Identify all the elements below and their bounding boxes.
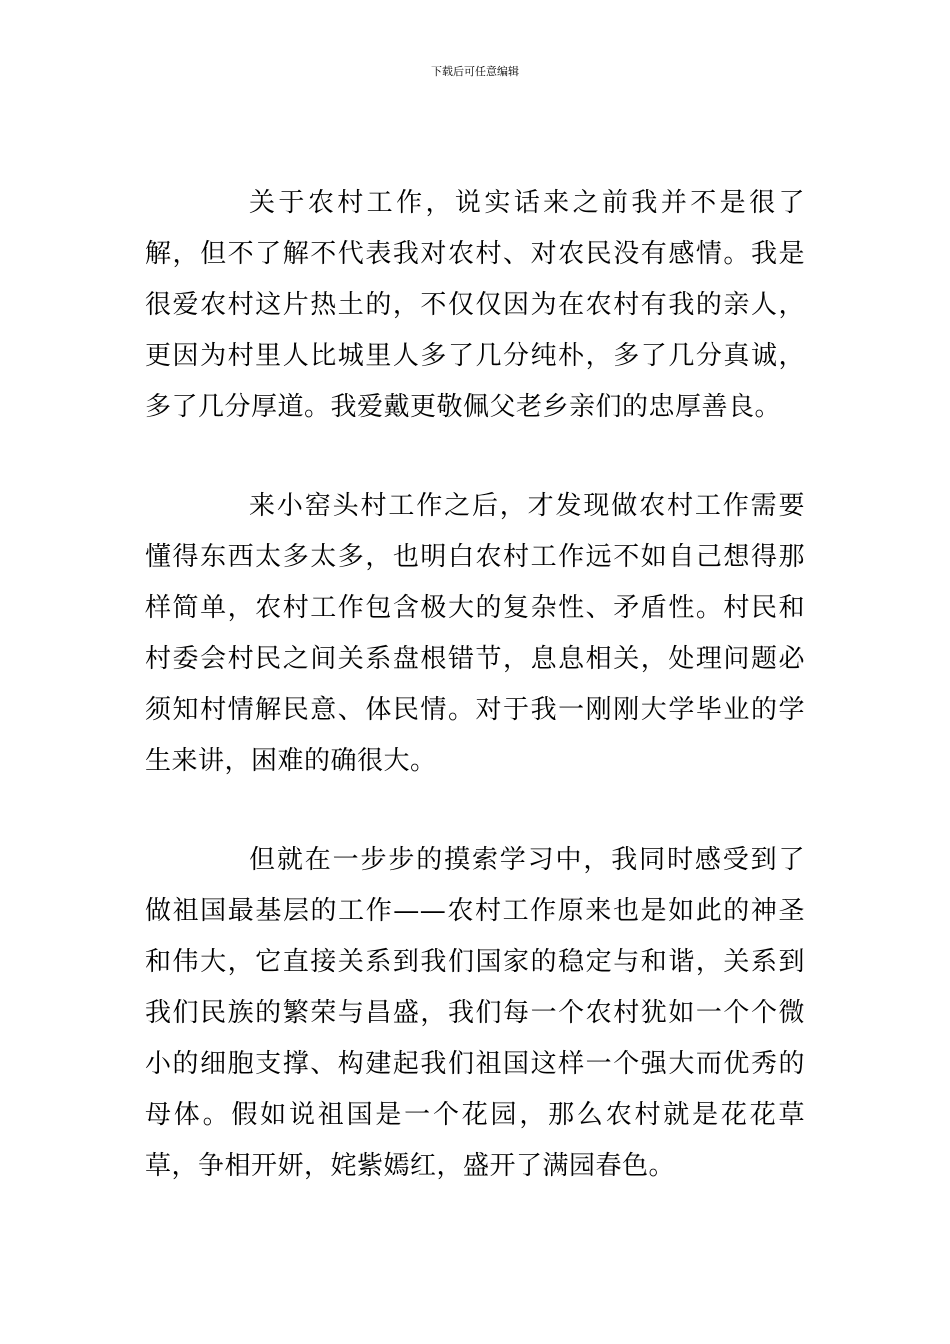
paragraph-spacer	[145, 787, 805, 835]
paragraph-3: 但就在一步步的摸索学习中，我同时感受到了做祖国最基层的工作——农村工作原来也是如此的神圣和伟大，它直接关系到我们国家的稳定与和谐，关系到我们民族的繁荣与昌盛，我们每一个农村犹如一个个微小的细胞支撑、构建起我们祖国这样一个强大而优秀的母体。假如说祖国是一个花园，那么农村就是花花草草，争相开妍，姹紫嫣红，盛开了满园春色。	[145, 845, 805, 1181]
paragraph-2: 来小窑头村工作之后，才发现做农村工作需要懂得东西太多太多，也明白农村工作远不如自己想得那样简单，农村工作包含极大的复杂性、矛盾性。村民和村委会村民之间关系盘根错节，息息相关，处理问题必须知村情解民意、体民情。对于我一刚刚大学毕业的学生来讲，困难的确很大。	[145, 491, 805, 776]
page-header: 下载后可任意编辑	[431, 65, 519, 78]
paragraph-spacer	[145, 433, 805, 481]
paragraph-1: 关于农村工作，说实话来之前我并不是很了解，但不了解不代表我对农村、对农民没有感情。我是很爱农村这片热土的，不仅仅因为在农村有我的亲人，更因为村里人比城里人多了几分纯朴，多了几分真诚，多了几分厚道。我爱戴更敬佩父老乡亲们的忠厚善良。	[145, 188, 805, 422]
document-body	[145, 178, 805, 1192]
